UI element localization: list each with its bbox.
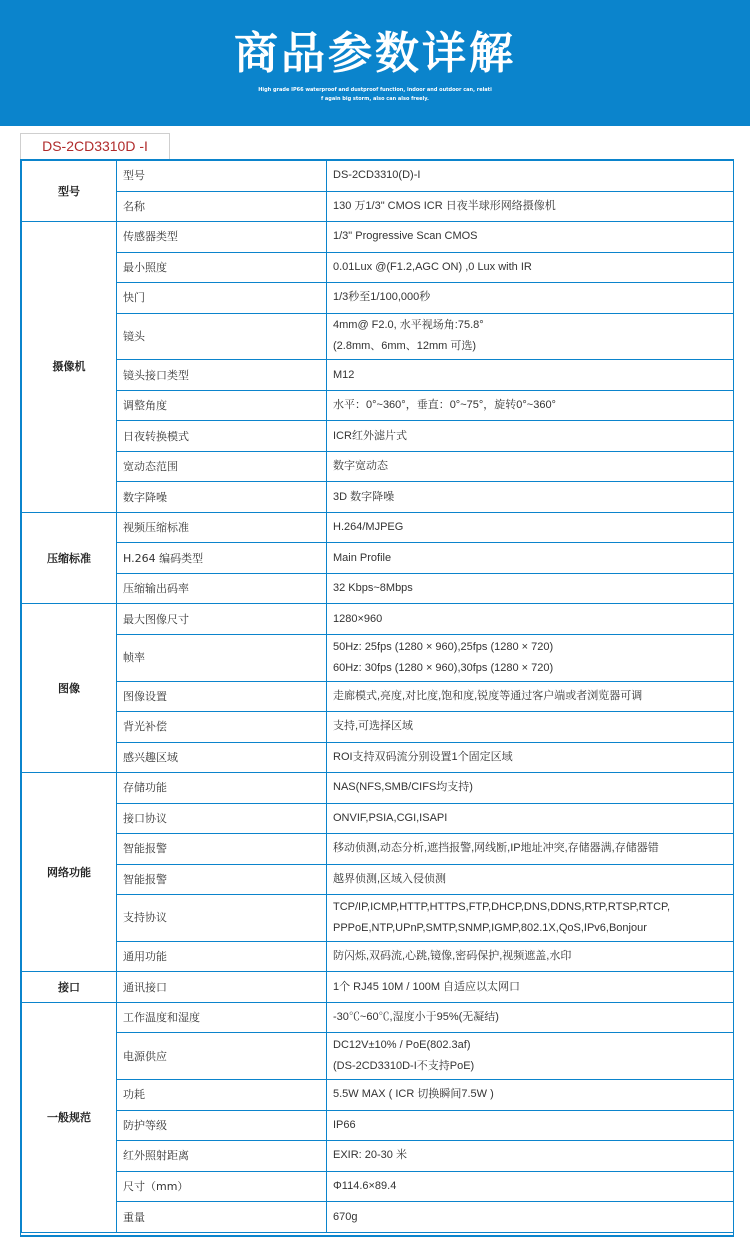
model-tab: DS-2CD3310D -I <box>20 133 170 159</box>
spec-label: 数字降噪 <box>117 482 327 513</box>
spec-row <box>22 1033 734 1080</box>
spec-value <box>327 1141 734 1172</box>
group-label: 接口 <box>22 972 117 1003</box>
spec-label: 通讯接口 <box>117 972 327 1003</box>
spec-value-line: 水平：0°~360°，垂直：0°~75°，旋转0°~360° <box>333 399 556 412</box>
spec-value <box>327 864 734 895</box>
group-label: 图像 <box>22 604 117 773</box>
spec-label: 防护等级 <box>117 1110 327 1141</box>
spec-value-line: 越界侦测,区域入侵侦测 <box>333 872 447 885</box>
spec-row <box>22 712 734 743</box>
spec-value-line: 1/3" Progressive Scan CMOS <box>333 230 478 243</box>
spec-row <box>22 941 734 972</box>
spec-row <box>22 634 734 681</box>
spec-label: 重量 <box>117 1202 327 1233</box>
spec-label: 快门 <box>117 283 327 314</box>
spec-value-line: (2.8mm、6mm、12mm 可选) <box>333 340 477 353</box>
spec-value <box>327 573 734 604</box>
spec-row <box>22 360 734 391</box>
spec-row <box>22 512 734 543</box>
page-title: 商品参数详解 <box>234 28 516 79</box>
spec-value-line: 4mm@ F2.0, 水平视场角:75.8° <box>333 319 484 332</box>
spec-value <box>327 972 734 1003</box>
spec-value <box>327 161 734 192</box>
spec-row <box>22 1141 734 1172</box>
spec-label: 支持协议 <box>117 895 327 942</box>
spec-value <box>327 1033 734 1080</box>
spec-row <box>22 283 734 314</box>
spec-value <box>327 1171 734 1202</box>
spec-row <box>22 421 734 452</box>
spec-row <box>22 543 734 574</box>
spec-label: 存储功能 <box>117 773 327 804</box>
spec-value-line: ONVIF,PSIA,CGI,ISAPI <box>333 811 448 824</box>
spec-label: 日夜转换模式 <box>117 421 327 452</box>
spec-row <box>22 482 734 513</box>
spec-row <box>22 803 734 834</box>
spec-row <box>22 604 734 635</box>
spec-value <box>327 941 734 972</box>
spec-row <box>22 895 734 942</box>
spec-row <box>22 573 734 604</box>
spec-value-line: 32 Kbps~8Mbps <box>333 582 413 595</box>
spec-label: 智能报警 <box>117 834 327 865</box>
spec-label: 镜头接口类型 <box>117 360 327 391</box>
banner-subtitle-line: f again big storm, also can also freely. <box>321 96 429 102</box>
spec-value-line: 支持,可选择区域 <box>333 720 414 733</box>
group-label: 型号 <box>22 161 117 222</box>
spec-value <box>327 313 734 360</box>
spec-row <box>22 1202 734 1233</box>
spec-label: 传感器类型 <box>117 222 327 253</box>
spec-value <box>327 604 734 635</box>
spec-row <box>22 161 734 192</box>
spec-label: 调整角度 <box>117 390 327 421</box>
spec-value <box>327 742 734 773</box>
spec-value-line: EXIR: 20-30 米 <box>333 1149 407 1162</box>
spec-value <box>327 634 734 681</box>
spec-value <box>327 803 734 834</box>
spec-value <box>327 1080 734 1111</box>
spec-row <box>22 1110 734 1141</box>
spec-label: 型号 <box>117 161 327 192</box>
spec-label: 通用功能 <box>117 941 327 972</box>
banner-subtitle-line: High grade IP66 waterproof and dustproof function, indoor and outdoor can, relati <box>258 87 492 93</box>
spec-row <box>22 451 734 482</box>
spec-row <box>22 222 734 253</box>
spec-row <box>22 390 734 421</box>
spec-label: 智能报警 <box>117 864 327 895</box>
spec-row <box>22 681 734 712</box>
spec-label: 镜头 <box>117 313 327 360</box>
spec-value <box>327 451 734 482</box>
spec-value <box>327 360 734 391</box>
spec-value <box>327 512 734 543</box>
spec-value-line: 防闪烁,双码流,心跳,镜像,密码保护,视频遮盖,水印 <box>333 950 572 963</box>
spec-row <box>22 1171 734 1202</box>
group-label: 一般规范 <box>22 1002 117 1232</box>
spec-row <box>22 773 734 804</box>
spec-row <box>22 313 734 360</box>
spec-row <box>22 864 734 895</box>
spec-label: 帧率 <box>117 634 327 681</box>
group-label: 网络功能 <box>22 773 117 972</box>
spec-row <box>22 252 734 283</box>
spec-value <box>327 1202 734 1233</box>
spec-value-line: DC12V±10% / PoE(802.3af) <box>333 1039 471 1052</box>
spec-value <box>327 1002 734 1033</box>
spec-value-line: 0.01Lux @(F1.2,AGC ON) ,0 Lux with IR <box>333 260 532 273</box>
spec-value <box>327 191 734 222</box>
spec-row <box>22 1002 734 1033</box>
group-label: 摄像机 <box>22 222 117 513</box>
spec-value-line: Main Profile <box>333 551 392 564</box>
spec-value-line: 50Hz: 25fps (1280 × 960),25fps (1280 × 720) <box>333 640 554 653</box>
spec-value-line: 1280×960 <box>333 612 383 625</box>
spec-value <box>327 681 734 712</box>
spec-value-line: 1/3秒至1/100,000秒 <box>333 291 431 304</box>
spec-value <box>327 1110 734 1141</box>
spec-label: H.264 编码类型 <box>117 543 327 574</box>
spec-value-line: 1个 RJ45 10M / 100M 自适应以太网口 <box>333 980 521 993</box>
spec-label: 接口协议 <box>117 803 327 834</box>
spec-value-line: -30℃~60℃,湿度小于95%(无凝结) <box>333 1011 499 1024</box>
header-banner <box>0 0 750 126</box>
spec-label: 感兴趣区域 <box>117 742 327 773</box>
spec-value-line: 3D 数字降噪 <box>333 490 395 503</box>
spec-value-line: 数字宽动态 <box>333 460 388 473</box>
spec-label: 压缩输出码率 <box>117 573 327 604</box>
spec-row <box>22 742 734 773</box>
spec-row <box>22 972 734 1003</box>
spec-value <box>327 543 734 574</box>
spec-value-line: (DS-2CD3310D-I不支持PoE) <box>333 1060 475 1073</box>
spec-value-line: IP66 <box>333 1118 356 1131</box>
spec-label: 名称 <box>117 191 327 222</box>
spec-label: 图像设置 <box>117 681 327 712</box>
spec-label: 功耗 <box>117 1080 327 1111</box>
spec-label: 视频压缩标准 <box>117 512 327 543</box>
spec-label: 工作温度和湿度 <box>117 1002 327 1033</box>
spec-value-line: PPPoE,NTP,UPnP,SMTP,SNMP,IGMP,802.1X,QoS,IPv6,Bonjour <box>333 921 647 934</box>
spec-value-line: 60Hz: 30fps (1280 × 960),30fps (1280 × 720) <box>333 661 554 674</box>
spec-value <box>327 222 734 253</box>
spec-value <box>327 421 734 452</box>
spec-label: 宽动态范围 <box>117 451 327 482</box>
spec-value-line: 670g <box>333 1210 358 1223</box>
spec-value <box>327 712 734 743</box>
spec-value-line: NAS(NFS,SMB/CIFS均支持) <box>333 781 473 794</box>
spec-label: 红外照射距离 <box>117 1141 327 1172</box>
spec-table <box>21 160 734 1233</box>
spec-value <box>327 252 734 283</box>
spec-value <box>327 482 734 513</box>
banner-subtitle <box>240 86 510 104</box>
spec-label: 最小照度 <box>117 252 327 283</box>
spec-value-line: ICR红外滤片式 <box>333 429 407 442</box>
spec-value <box>327 834 734 865</box>
spec-value-line: 130 万1/3" CMOS ICR 日夜半球形网络摄像机 <box>333 199 556 212</box>
spec-value <box>327 390 734 421</box>
spec-table-container <box>20 159 734 1237</box>
spec-row <box>22 834 734 865</box>
spec-value-line: H.264/MJPEG <box>333 521 404 534</box>
spec-row <box>22 1080 734 1111</box>
spec-value-line: M12 <box>333 368 355 381</box>
spec-row <box>22 191 734 222</box>
spec-value-line: ROI支持双码流分别设置1个固定区域 <box>333 750 513 763</box>
spec-label: 最大图像尺寸 <box>117 604 327 635</box>
spec-value-line: 5.5W MAX ( ICR 切换瞬间7.5W ) <box>333 1088 494 1101</box>
spec-value <box>327 283 734 314</box>
group-label: 压缩标准 <box>22 512 117 604</box>
spec-label: 电源供应 <box>117 1033 327 1080</box>
spec-value-line: 移动侦测,动态分析,遮挡报警,网线断,IP地址冲突,存储器满,存储器错 <box>333 842 659 855</box>
spec-label: 背光补偿 <box>117 712 327 743</box>
spec-label: 尺寸（mm） <box>117 1171 327 1202</box>
spec-value-line: TCP/IP,ICMP,HTTP,HTTPS,FTP,DHCP,DNS,DDNS,RTP,RTSP,RTCP, <box>333 900 671 913</box>
spec-value <box>327 773 734 804</box>
spec-value-line: Φ114.6×89.4 <box>333 1179 397 1192</box>
spec-value-line: 走廊模式,亮度,对比度,饱和度,锐度等通过客户端或者浏览器可调 <box>333 689 643 702</box>
spec-value-line: DS-2CD3310(D)-I <box>333 169 421 182</box>
spec-value <box>327 895 734 942</box>
